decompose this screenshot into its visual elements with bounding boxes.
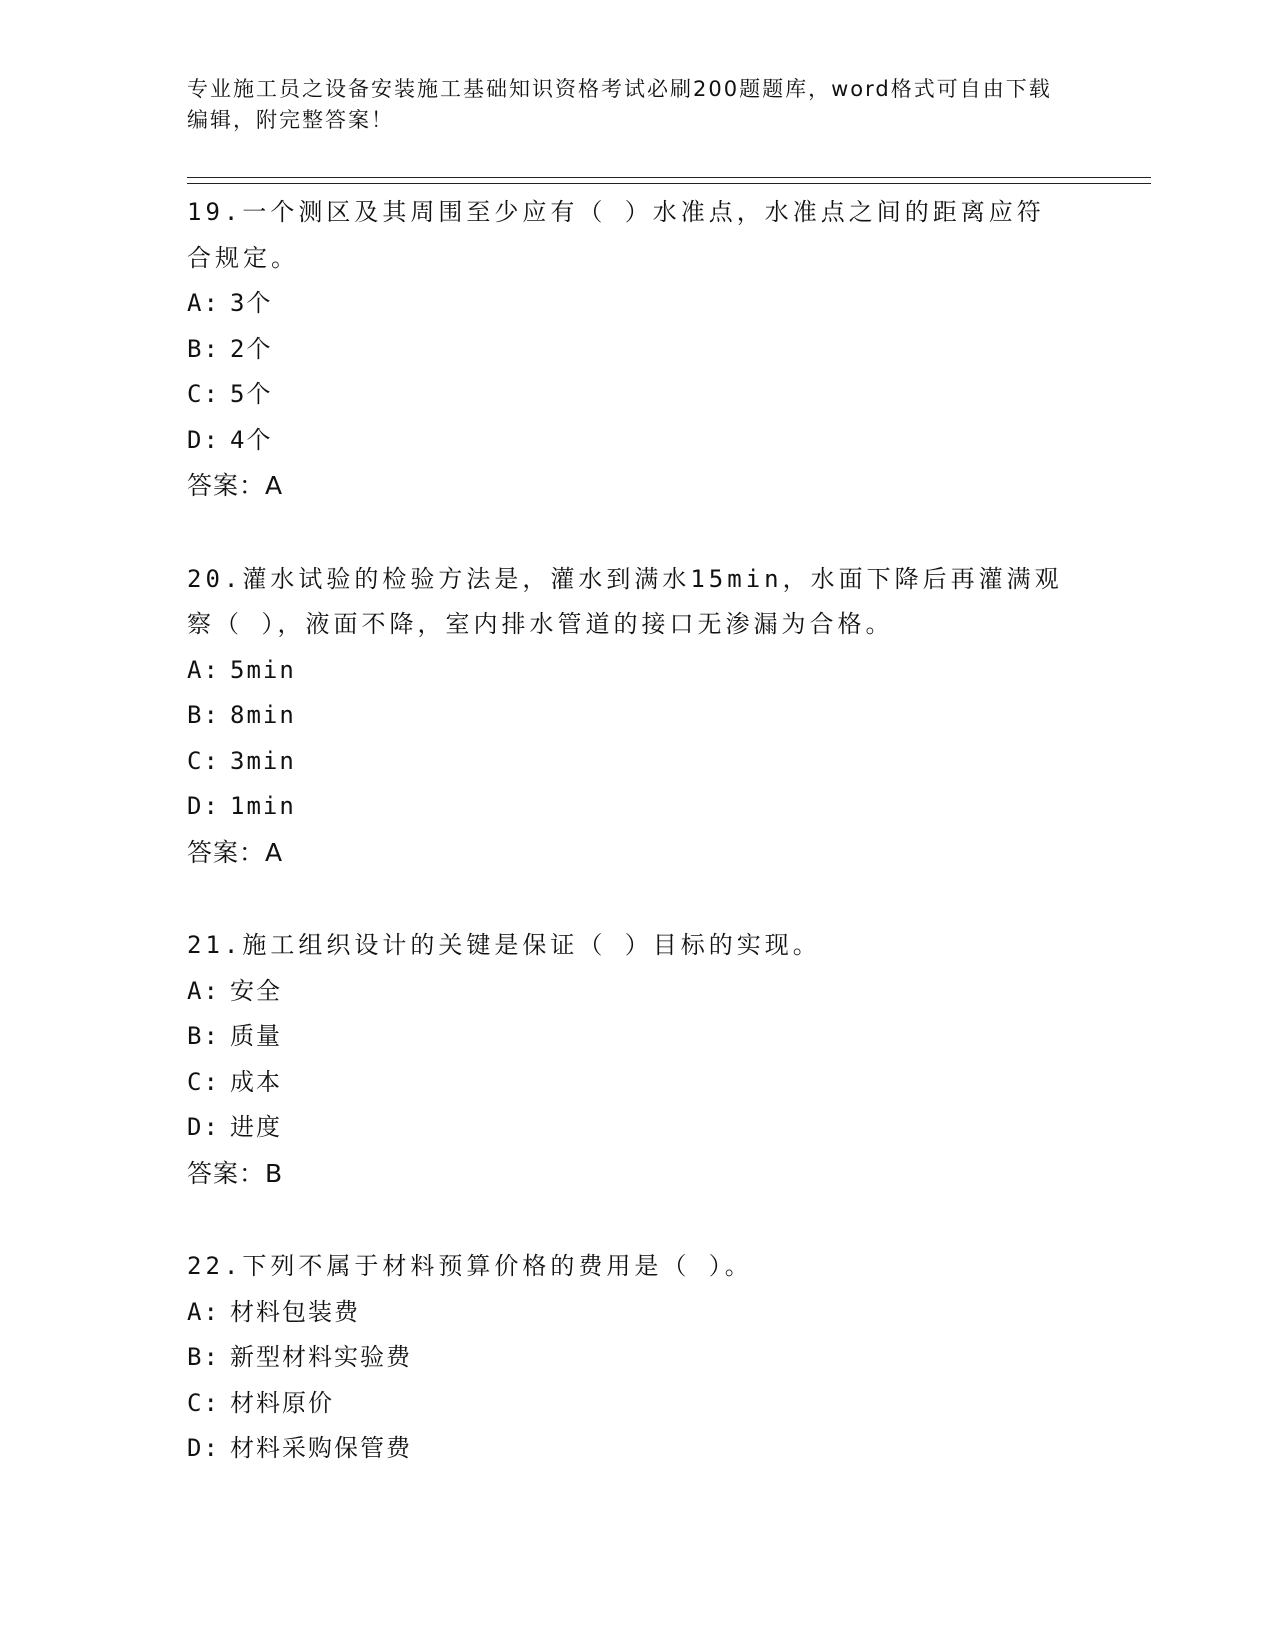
option-a xyxy=(187,648,1087,694)
question-20 xyxy=(187,557,1087,876)
option-c xyxy=(187,372,1087,418)
question-21 xyxy=(187,923,1087,1196)
option-a xyxy=(187,969,1087,1015)
option-b xyxy=(187,693,1087,739)
option-letter: A: xyxy=(187,655,220,684)
option-text: 进度 xyxy=(230,1113,282,1141)
option-text: 安全 xyxy=(230,976,282,1005)
option-a xyxy=(187,281,1087,327)
option-letter: B: xyxy=(187,1343,220,1371)
option-text: 材料采购保管费 xyxy=(230,1434,412,1462)
option-letter: D: xyxy=(187,792,220,820)
answer-line: 答案：A xyxy=(187,471,284,500)
option-text: 质量 xyxy=(230,1022,282,1050)
option-text: 材料包装费 xyxy=(230,1297,360,1326)
option-d xyxy=(187,418,1087,464)
option-text: 2个 xyxy=(230,334,273,363)
option-text: 3min xyxy=(230,746,296,775)
option-b xyxy=(187,1014,1087,1060)
option-d xyxy=(187,1105,1087,1151)
option-text: 1min xyxy=(230,792,296,820)
option-d xyxy=(187,784,1087,830)
question-stem: 20.灌水试验的检验方法是，灌水到满水15min，水面下降后再灌满观察（ ），液面不降，室内排水管道的接口无渗漏为合格。 xyxy=(187,564,1063,638)
question-list xyxy=(187,190,1087,1520)
option-letter: D: xyxy=(187,425,220,454)
option-letter: D: xyxy=(187,1434,220,1462)
question-stem: 22.下列不属于材料预算价格的费用是（ ）。 xyxy=(187,1252,753,1280)
option-text: 新型材料实验费 xyxy=(230,1343,412,1371)
answer-line: 答案：A xyxy=(187,837,284,867)
option-letter: C: xyxy=(187,1067,220,1096)
header-divider-bottom xyxy=(187,183,1151,184)
option-c xyxy=(187,739,1087,785)
option-letter: B: xyxy=(187,1022,220,1050)
option-b xyxy=(187,327,1087,373)
option-text: 5min xyxy=(230,655,296,684)
option-text: 8min xyxy=(230,701,296,729)
option-text: 4个 xyxy=(230,425,273,454)
question-stem: 19.一个测区及其周围至少应有（ ）水准点，水准点之间的距离应符合规定。 xyxy=(187,198,1045,272)
option-letter: A: xyxy=(187,289,220,317)
option-b xyxy=(187,1335,1087,1381)
option-letter: C: xyxy=(187,380,220,408)
option-letter: B: xyxy=(187,334,220,363)
answer-line: 答案：B xyxy=(187,1158,284,1188)
option-d xyxy=(187,1426,1087,1472)
document-header: 专业施工员之设备安装施工基础知识资格考试必刷200题题库，word格式可自由下载编辑，附完整答案！ xyxy=(187,77,1052,132)
option-letter: C: xyxy=(187,1388,220,1417)
question-19 xyxy=(187,190,1087,509)
question-22 xyxy=(187,1244,1087,1472)
option-c xyxy=(187,1381,1087,1427)
option-text: 3个 xyxy=(230,289,273,317)
question-stem: 21.施工组织设计的关键是保证（ ）目标的实现。 xyxy=(187,931,821,959)
header-divider-top xyxy=(187,177,1151,178)
option-c xyxy=(187,1060,1087,1106)
option-letter: A: xyxy=(187,976,220,1005)
option-letter: C: xyxy=(187,746,220,775)
option-letter: D: xyxy=(187,1113,220,1141)
option-text: 材料原价 xyxy=(230,1388,334,1417)
option-a xyxy=(187,1290,1087,1336)
option-text: 成本 xyxy=(230,1067,282,1096)
option-text: 5个 xyxy=(230,380,273,408)
option-letter: B: xyxy=(187,701,220,729)
option-letter: A: xyxy=(187,1297,220,1326)
